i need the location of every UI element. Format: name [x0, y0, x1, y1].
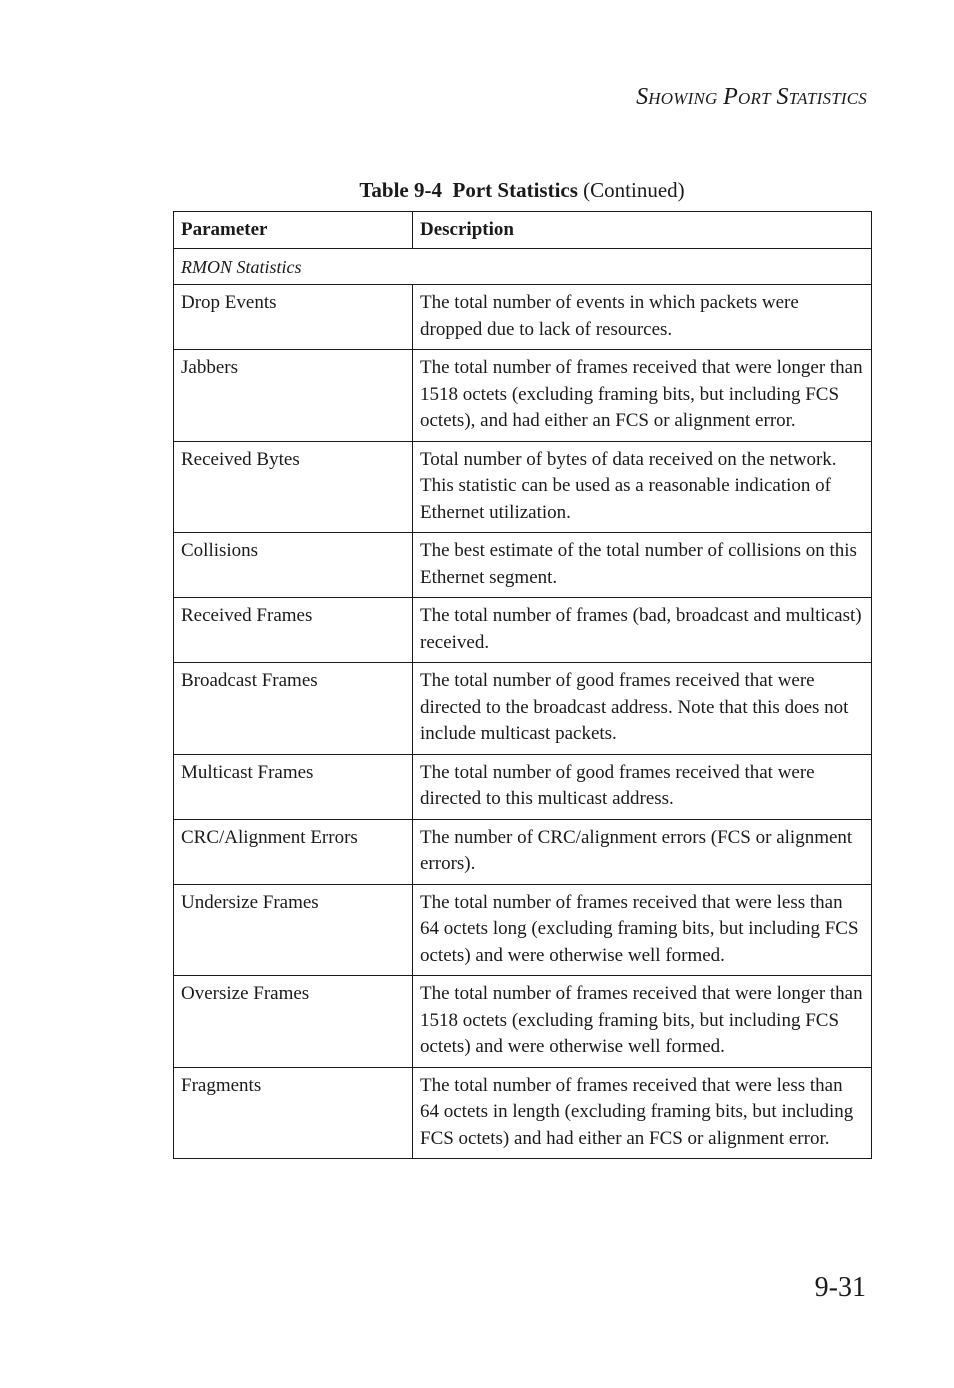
description-cell: The total number of frames (bad, broadcast and multicast) received. [413, 598, 872, 663]
parameter-cell: Multicast Frames [174, 754, 413, 819]
header-initial: P [723, 84, 739, 110]
parameter-cell: Jabbers [174, 350, 413, 442]
running-header [636, 84, 867, 111]
table-row [174, 819, 872, 884]
table-body [174, 248, 872, 1159]
header-word-rest: HOWING [648, 89, 718, 108]
description-cell: The total number of good frames received that were directed to this multicast address. [413, 754, 872, 819]
table-header-row [174, 212, 872, 249]
description-cell: Total number of bytes of data received on the network. This statistic can be used as a reasonable indication of Ethernet utilization. [413, 441, 872, 533]
parameter-cell: Received Frames [174, 598, 413, 663]
column-header-description: Description [413, 212, 872, 249]
table-row [174, 598, 872, 663]
table-row [174, 533, 872, 598]
table-row [174, 285, 872, 350]
column-header-parameter: Parameter [174, 212, 413, 249]
header-word-rest: TATISTICS [788, 89, 867, 108]
table-row [174, 976, 872, 1068]
table-row [174, 754, 872, 819]
parameter-cell: Broadcast Frames [174, 663, 413, 755]
header-initial: S [776, 84, 789, 110]
parameter-cell: Oversize Frames [174, 976, 413, 1068]
caption-suffix: (Continued) [583, 178, 685, 202]
section-row [174, 248, 872, 285]
parameter-cell: Received Bytes [174, 441, 413, 533]
description-cell: The total number of frames received that were longer than 1518 octets (excluding framing bits, but including FCS octets) and were otherwise well formed. [413, 976, 872, 1068]
table-row [174, 884, 872, 976]
description-cell: The total number of frames received that were longer than 1518 octets (excluding framing bits, but including FCS octets), and had either an FCS or alignment error. [413, 350, 872, 442]
parameter-cell: Fragments [174, 1067, 413, 1159]
table-caption [173, 178, 871, 203]
parameter-cell: Collisions [174, 533, 413, 598]
description-cell: The total number of frames received that were less than 64 octets in length (excluding framing bits, but including FCS octets) and had either an FCS or alignment error. [413, 1067, 872, 1159]
port-statistics-table [173, 211, 872, 1159]
table-row [174, 663, 872, 755]
caption-label: Table 9-4 [359, 178, 443, 202]
description-cell: The number of CRC/alignment errors (FCS or alignment errors). [413, 819, 872, 884]
header-initial: S [636, 84, 649, 110]
parameter-cell: CRC/Alignment Errors [174, 819, 413, 884]
parameter-cell: Undersize Frames [174, 884, 413, 976]
page-number: 9-31 [814, 1272, 866, 1303]
description-cell: The total number of frames received that were less than 64 octets long (excluding framing bits, but including FCS octets) and were otherwise well formed. [413, 884, 872, 976]
description-cell: The best estimate of the total number of collisions on this Ethernet segment. [413, 533, 872, 598]
section-label: RMON Statistics [174, 248, 872, 285]
description-cell: The total number of good frames received that were directed to the broadcast address. Note that this does not include multicast packets. [413, 663, 872, 755]
description-cell: The total number of events in which packets were dropped due to lack of resources. [413, 285, 872, 350]
caption-title: Port Statistics [452, 178, 578, 202]
table-row [174, 441, 872, 533]
header-word-rest: ORT [738, 89, 771, 108]
parameter-cell: Drop Events [174, 285, 413, 350]
table-row [174, 350, 872, 442]
table-row [174, 1067, 872, 1159]
